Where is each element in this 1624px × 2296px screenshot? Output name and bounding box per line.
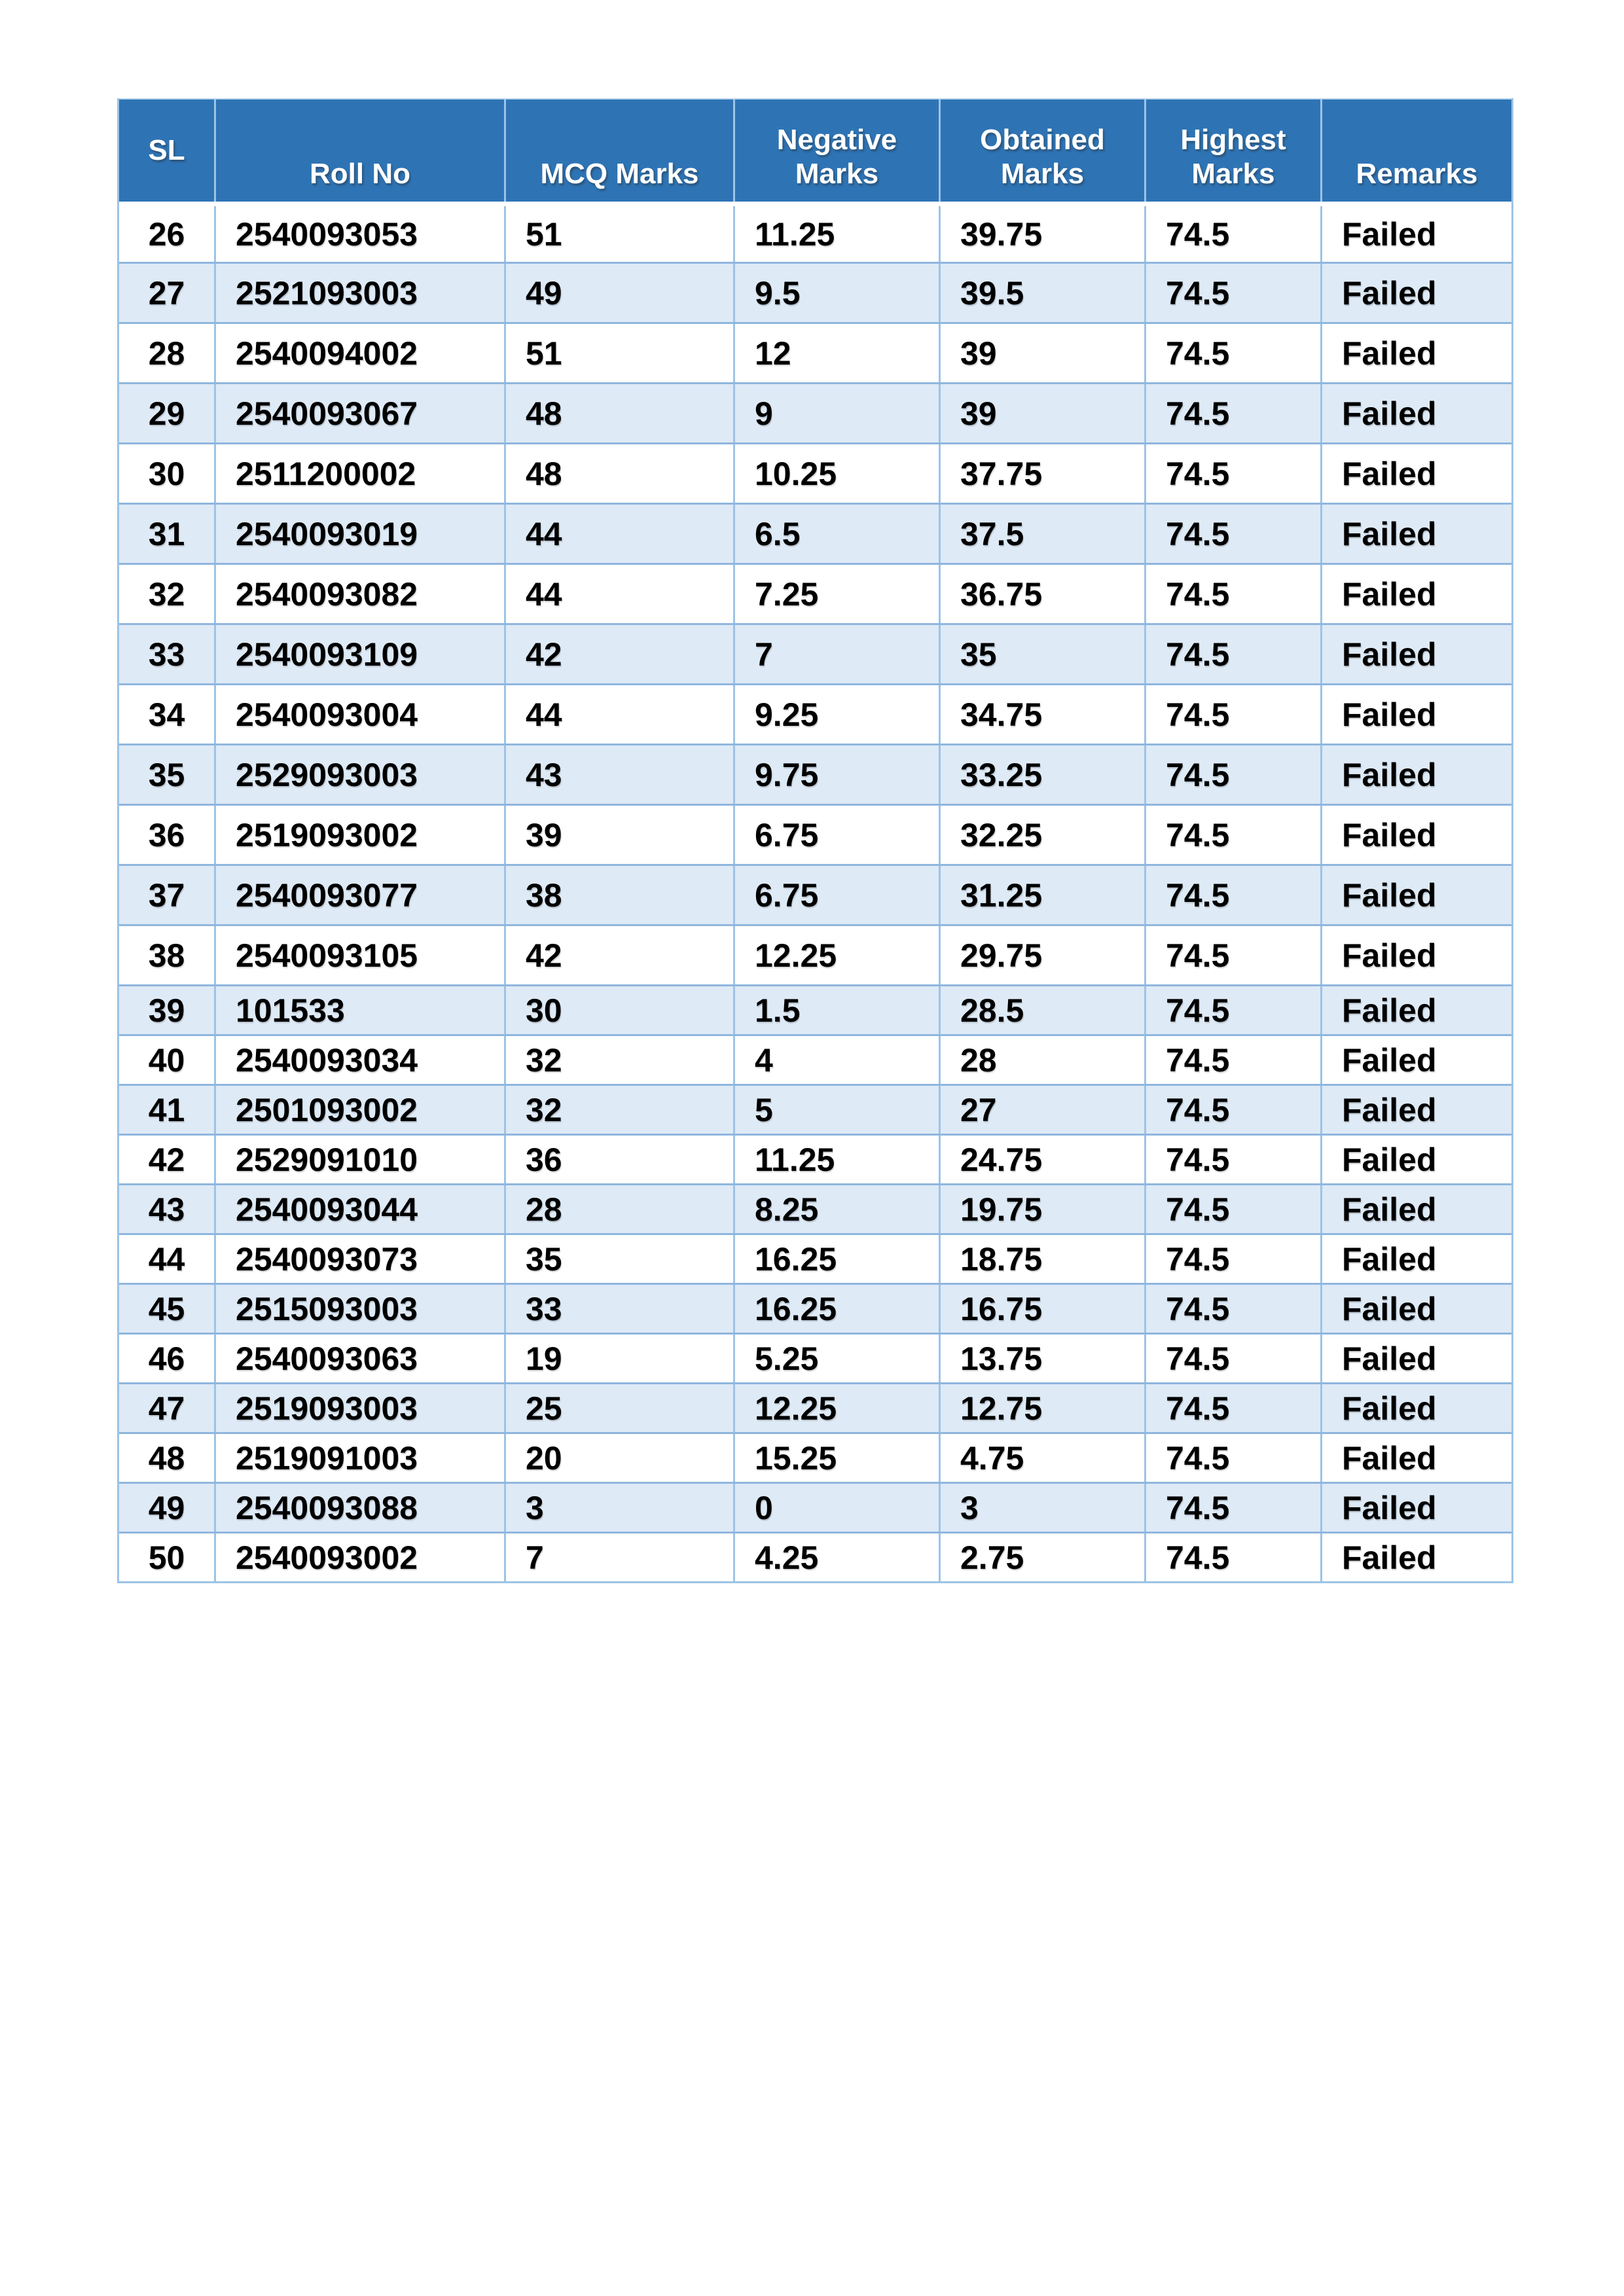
cell-highest: 74.5 <box>1144 745 1320 804</box>
cell-mcq: 39 <box>504 806 733 864</box>
cell-sl: 28 <box>148 334 185 372</box>
cell-highest: 74.5 <box>1144 206 1320 262</box>
cell-sl: 27 <box>148 274 185 312</box>
cell-obtained: 34.75 <box>939 685 1144 744</box>
cell-remarks: Failed <box>1320 1285 1511 1333</box>
cell-sl: 32 <box>148 575 185 613</box>
table-row <box>119 1233 1511 1283</box>
cell-negative: 8.25 <box>733 1185 939 1233</box>
cell-roll: 2540093109 <box>214 625 504 683</box>
table-row <box>119 864 1511 924</box>
table-row <box>119 262 1511 322</box>
cell-negative: 6.5 <box>733 505 939 563</box>
cell-remarks: Failed <box>1320 866 1511 924</box>
cell-obtained: 32.25 <box>939 806 1144 864</box>
cell-highest: 74.5 <box>1144 444 1320 503</box>
cell-highest: 74.5 <box>1144 1285 1320 1333</box>
cell-mcq: 44 <box>504 685 733 744</box>
cell-obtained: 28 <box>939 1036 1144 1084</box>
cell-highest: 74.5 <box>1144 625 1320 683</box>
cell-roll: 2511200002 <box>214 444 504 503</box>
cell-remarks: Failed <box>1320 384 1511 442</box>
cell-roll: 2540093053 <box>214 206 504 262</box>
cell-negative: 6.75 <box>733 866 939 924</box>
cell-remarks: Failed <box>1320 1136 1511 1183</box>
cell-roll: 2519093002 <box>214 806 504 864</box>
cell-roll: 2540094002 <box>214 324 504 382</box>
table-body <box>119 202 1511 1581</box>
cell-sl: 46 <box>148 1340 185 1377</box>
cell-obtained: 4.75 <box>939 1434 1144 1482</box>
cell-highest: 74.5 <box>1144 1185 1320 1233</box>
header-cell-obtained <box>939 99 1144 202</box>
cell-sl: 31 <box>148 515 185 552</box>
cell-mcq: 43 <box>504 745 733 804</box>
cell-highest: 74.5 <box>1144 384 1320 442</box>
cell-roll: 2529091010 <box>214 1136 504 1183</box>
cell-sl: 45 <box>148 1290 185 1327</box>
cell-mcq: 42 <box>504 926 733 984</box>
cell-roll: 2521093003 <box>214 264 504 322</box>
cell-negative: 16.25 <box>733 1285 939 1333</box>
cell-remarks: Failed <box>1320 505 1511 563</box>
header-cell-sl <box>119 99 214 202</box>
cell-mcq: 36 <box>504 1136 733 1183</box>
cell-remarks: Failed <box>1320 565 1511 623</box>
cell-remarks: Failed <box>1320 1185 1511 1233</box>
cell-remarks: Failed <box>1320 1335 1511 1382</box>
cell-highest: 74.5 <box>1144 1534 1320 1581</box>
cell-highest: 74.5 <box>1144 324 1320 382</box>
table-row <box>119 1283 1511 1333</box>
cell-negative: 12.25 <box>733 1384 939 1432</box>
cell-roll: 2540093088 <box>214 1484 504 1532</box>
cell-obtained: 39.5 <box>939 264 1144 322</box>
cell-roll: 2540093004 <box>214 685 504 744</box>
cell-remarks: Failed <box>1320 685 1511 744</box>
cell-mcq: 49 <box>504 264 733 322</box>
cell-roll: 2540093019 <box>214 505 504 563</box>
header-label-remarks: Remarks <box>1356 158 1478 190</box>
cell-negative: 7.25 <box>733 565 939 623</box>
cell-roll: 2540093067 <box>214 384 504 442</box>
cell-negative: 9.5 <box>733 264 939 322</box>
cell-obtained: 27 <box>939 1086 1144 1134</box>
cell-obtained: 29.75 <box>939 926 1144 984</box>
cell-sl: 39 <box>148 992 185 1029</box>
cell-mcq: 28 <box>504 1185 733 1233</box>
table-row <box>119 1482 1511 1532</box>
cell-remarks: Failed <box>1320 926 1511 984</box>
cell-mcq: 20 <box>504 1434 733 1482</box>
cell-remarks: Failed <box>1320 1484 1511 1532</box>
table-row <box>119 804 1511 864</box>
cell-negative: 16.25 <box>733 1235 939 1283</box>
cell-obtained: 3 <box>939 1484 1144 1532</box>
cell-sl: 38 <box>148 937 185 974</box>
cell-highest: 74.5 <box>1144 505 1320 563</box>
cell-remarks: Failed <box>1320 1235 1511 1283</box>
header-label-sl: SL <box>148 134 185 167</box>
cell-mcq: 51 <box>504 324 733 382</box>
cell-negative: 9.25 <box>733 685 939 744</box>
cell-negative: 7 <box>733 625 939 683</box>
table-row <box>119 442 1511 503</box>
cell-highest: 74.5 <box>1144 1484 1320 1532</box>
cell-negative: 12 <box>733 324 939 382</box>
cell-sl: 37 <box>148 876 185 914</box>
cell-roll: 2540093002 <box>214 1534 504 1581</box>
cell-obtained: 39.75 <box>939 206 1144 262</box>
cell-obtained: 36.75 <box>939 565 1144 623</box>
cell-obtained: 31.25 <box>939 866 1144 924</box>
cell-roll: 2501093002 <box>214 1086 504 1134</box>
table-row <box>119 744 1511 804</box>
table-row <box>119 984 1511 1034</box>
results-table <box>117 98 1513 1583</box>
cell-negative: 15.25 <box>733 1434 939 1482</box>
cell-remarks: Failed <box>1320 324 1511 382</box>
cell-negative: 9 <box>733 384 939 442</box>
table-row <box>119 1532 1511 1581</box>
table-row <box>119 623 1511 683</box>
cell-highest: 74.5 <box>1144 1136 1320 1183</box>
cell-obtained: 16.75 <box>939 1285 1144 1333</box>
cell-sl: 30 <box>148 455 185 492</box>
table-row <box>119 683 1511 744</box>
cell-sl: 26 <box>148 215 185 253</box>
header-cell-remarks <box>1320 99 1511 202</box>
cell-roll: 2540093105 <box>214 926 504 984</box>
cell-remarks: Failed <box>1320 1036 1511 1084</box>
cell-sl: 44 <box>148 1240 185 1278</box>
cell-obtained: 39 <box>939 324 1144 382</box>
cell-highest: 74.5 <box>1144 264 1320 322</box>
cell-highest: 74.5 <box>1144 1335 1320 1382</box>
header-cell-negative <box>733 99 939 202</box>
cell-negative: 9.75 <box>733 745 939 804</box>
table-row <box>119 563 1511 623</box>
cell-remarks: Failed <box>1320 806 1511 864</box>
cell-highest: 74.5 <box>1144 986 1320 1034</box>
cell-sl: 29 <box>148 395 185 432</box>
cell-sl: 43 <box>148 1191 185 1228</box>
cell-obtained: 39 <box>939 384 1144 442</box>
table-row <box>119 1084 1511 1134</box>
cell-mcq: 44 <box>504 565 733 623</box>
cell-remarks: Failed <box>1320 625 1511 683</box>
cell-sl: 49 <box>148 1489 185 1526</box>
cell-highest: 74.5 <box>1144 1384 1320 1432</box>
table-row <box>119 1333 1511 1382</box>
cell-obtained: 12.75 <box>939 1384 1144 1432</box>
cell-remarks: Failed <box>1320 264 1511 322</box>
header-cell-roll <box>214 99 504 202</box>
cell-negative: 11.25 <box>733 1136 939 1183</box>
cell-negative: 0 <box>733 1484 939 1532</box>
cell-sl: 50 <box>148 1539 185 1576</box>
cell-roll: 2540093063 <box>214 1335 504 1382</box>
cell-highest: 74.5 <box>1144 1235 1320 1283</box>
cell-highest: 74.5 <box>1144 926 1320 984</box>
cell-sl: 35 <box>148 756 185 793</box>
cell-highest: 74.5 <box>1144 1036 1320 1084</box>
cell-mcq: 48 <box>504 444 733 503</box>
cell-sl: 33 <box>148 636 185 673</box>
cell-roll: 2540093073 <box>214 1235 504 1283</box>
table-row <box>119 1034 1511 1084</box>
cell-mcq: 30 <box>504 986 733 1034</box>
cell-obtained: 13.75 <box>939 1335 1144 1382</box>
cell-highest: 74.5 <box>1144 565 1320 623</box>
cell-negative: 6.75 <box>733 806 939 864</box>
cell-roll: 2540093077 <box>214 866 504 924</box>
cell-remarks: Failed <box>1320 1384 1511 1432</box>
table-header-row <box>119 98 1511 202</box>
cell-highest: 74.5 <box>1144 806 1320 864</box>
cell-mcq: 33 <box>504 1285 733 1333</box>
cell-obtained: 37.75 <box>939 444 1144 503</box>
table-row <box>119 382 1511 442</box>
cell-remarks: Failed <box>1320 1086 1511 1134</box>
cell-sl: 48 <box>148 1439 185 1477</box>
cell-obtained: 28.5 <box>939 986 1144 1034</box>
header-cell-mcq <box>504 99 733 202</box>
cell-remarks: Failed <box>1320 1534 1511 1581</box>
cell-mcq: 32 <box>504 1086 733 1134</box>
cell-mcq: 48 <box>504 384 733 442</box>
cell-mcq: 32 <box>504 1036 733 1084</box>
cell-sl: 42 <box>148 1141 185 1178</box>
cell-obtained: 2.75 <box>939 1534 1144 1581</box>
cell-mcq: 38 <box>504 866 733 924</box>
cell-obtained: 19.75 <box>939 1185 1144 1233</box>
cell-mcq: 51 <box>504 206 733 262</box>
cell-sl: 36 <box>148 816 185 853</box>
cell-mcq: 19 <box>504 1335 733 1382</box>
table-row <box>119 322 1511 382</box>
cell-negative: 5.25 <box>733 1335 939 1382</box>
cell-negative: 5 <box>733 1086 939 1134</box>
cell-remarks: Failed <box>1320 986 1511 1034</box>
cell-negative: 1.5 <box>733 986 939 1034</box>
table-row <box>119 1183 1511 1233</box>
cell-mcq: 25 <box>504 1384 733 1432</box>
header-label-roll: Roll No <box>310 158 410 190</box>
cell-roll: 2540093082 <box>214 565 504 623</box>
header-label-negative: Negative Marks <box>776 124 897 190</box>
cell-negative: 4.25 <box>733 1534 939 1581</box>
cell-mcq: 42 <box>504 625 733 683</box>
cell-roll: 2540093034 <box>214 1036 504 1084</box>
table-row <box>119 1432 1511 1482</box>
cell-remarks: Failed <box>1320 444 1511 503</box>
cell-highest: 74.5 <box>1144 866 1320 924</box>
cell-roll: 2519091003 <box>214 1434 504 1482</box>
cell-mcq: 7 <box>504 1534 733 1581</box>
cell-sl: 47 <box>148 1390 185 1427</box>
cell-mcq: 3 <box>504 1484 733 1532</box>
cell-highest: 74.5 <box>1144 685 1320 744</box>
cell-highest: 74.5 <box>1144 1434 1320 1482</box>
cell-obtained: 37.5 <box>939 505 1144 563</box>
cell-remarks: Failed <box>1320 1434 1511 1482</box>
cell-obtained: 18.75 <box>939 1235 1144 1283</box>
cell-roll: 101533 <box>214 986 504 1034</box>
cell-roll: 2519093003 <box>214 1384 504 1432</box>
cell-roll: 2529093003 <box>214 745 504 804</box>
cell-mcq: 44 <box>504 505 733 563</box>
cell-negative: 10.25 <box>733 444 939 503</box>
cell-remarks: Failed <box>1320 206 1511 262</box>
header-label-mcq: MCQ Marks <box>540 158 699 190</box>
cell-negative: 4 <box>733 1036 939 1084</box>
table-row <box>119 202 1511 262</box>
cell-roll: 2515093003 <box>214 1285 504 1333</box>
table-row <box>119 924 1511 984</box>
cell-mcq: 35 <box>504 1235 733 1283</box>
cell-roll: 2540093044 <box>214 1185 504 1233</box>
cell-sl: 40 <box>148 1041 185 1079</box>
cell-obtained: 33.25 <box>939 745 1144 804</box>
cell-obtained: 35 <box>939 625 1144 683</box>
table-row <box>119 1134 1511 1183</box>
cell-sl: 41 <box>148 1091 185 1128</box>
header-label-obtained: Obtained Marks <box>980 124 1105 190</box>
cell-sl: 34 <box>148 696 185 733</box>
cell-highest: 74.5 <box>1144 1086 1320 1134</box>
cell-obtained: 24.75 <box>939 1136 1144 1183</box>
table-row <box>119 503 1511 563</box>
cell-remarks: Failed <box>1320 745 1511 804</box>
header-label-highest: Highest Marks <box>1180 124 1286 190</box>
table-row <box>119 1382 1511 1432</box>
cell-negative: 11.25 <box>733 206 939 262</box>
header-cell-highest <box>1144 99 1320 202</box>
cell-negative: 12.25 <box>733 926 939 984</box>
